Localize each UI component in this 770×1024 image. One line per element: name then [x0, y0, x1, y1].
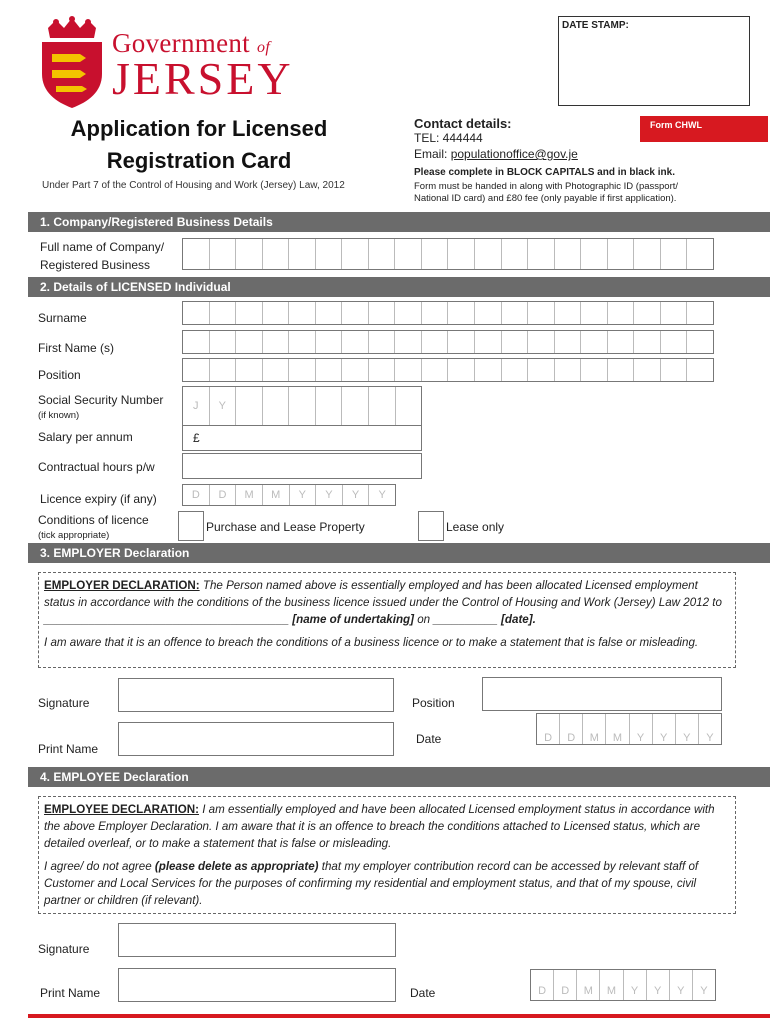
section4-heading: 4. EMPLOYEE Declaration [28, 767, 770, 787]
salary-label: Salary per annum [38, 430, 133, 444]
employee-print-name-label: Print Name [40, 986, 101, 1000]
first-name-label: First Name (s) [38, 341, 114, 355]
lease-only-checkbox[interactable] [418, 511, 444, 541]
surname-input[interactable] [182, 301, 714, 325]
section1-heading: 1. Company/Registered Business Details [28, 212, 770, 232]
lease-only-label: Lease only [446, 520, 505, 534]
company-label-1: Full name of Company/ [40, 240, 165, 254]
employer-signature-label: Signature [38, 696, 90, 710]
company-label-2: Registered Business [40, 258, 151, 272]
hours-label: Contractual hours p/w [38, 460, 155, 474]
date-stamp-box: DATE STAMP: [558, 16, 750, 106]
employer-signature-input[interactable] [118, 678, 394, 712]
position-label: Position [38, 368, 81, 382]
ssn-note: (if known) [38, 410, 80, 421]
email-link[interactable]: populationoffice@gov.je [450, 147, 578, 161]
logo-jersey-text: JERSEY [112, 53, 294, 104]
page-title-line2: Registration Card [106, 148, 292, 173]
instructions-bold: Please complete in BLOCK CAPITALS and in black ink. [414, 167, 675, 178]
hours-input[interactable] [182, 453, 422, 479]
employer-print-name-input[interactable] [118, 722, 394, 756]
contact-email: Email: populationoffice@gov.je [414, 147, 578, 161]
employer-declaration-text: EMPLOYER DECLARATION: The Person named above is essentially employed and has been allocated Licensed employment status in accordance with the conditions of the business licence issued under the Control of Housing and Work (Jersey) Law 2012 to ______________________________________ [name of undertaking] on __________ [date]. I am aware that it is an offence to breach the conditions of a business licence or to make a statement that is false or misleading. [38, 572, 736, 668]
ssn-label: Social Security Number [38, 393, 164, 407]
position-input[interactable] [182, 358, 714, 382]
employee-date-label: Date [410, 986, 436, 1000]
purchase-lease-label: Purchase and Lease Property [206, 520, 365, 534]
employee-signature-input[interactable] [118, 923, 396, 957]
employer-date-label: Date [416, 732, 442, 746]
employer-print-name-label: Print Name [38, 742, 99, 756]
section2-heading: 2. Details of LICENSED Individual [28, 277, 770, 297]
expiry-date-input[interactable]: D D M M Y Y Y Y [182, 484, 396, 506]
expiry-label: Licence expiry (if any) [40, 492, 157, 506]
page-subtitle: Under Part 7 of the Control of Housing and Work (Jersey) Law, 2012 [42, 180, 345, 191]
employee-date-input[interactable]: D D M M Y Y Y Y [530, 969, 716, 1001]
employer-position-input[interactable] [482, 677, 722, 711]
employer-position-label: Position [412, 696, 455, 710]
contact-tel: TEL: 444444 [414, 131, 483, 145]
instructions-line2: National ID card) and £80 fee (only payable if first application). [414, 193, 677, 204]
employee-print-name-input[interactable] [118, 968, 396, 1002]
conditions-label: Conditions of licence [38, 513, 149, 527]
section3-heading: 3. EMPLOYER Declaration [28, 543, 770, 563]
instructions-line1: Form must be handed in along with Photographic ID (passport/ [414, 181, 679, 192]
logo-government-text: Government of [112, 28, 271, 58]
footer-rule [28, 1014, 770, 1018]
jersey-crest-icon [38, 16, 106, 110]
salary-input[interactable] [182, 425, 422, 451]
surname-label: Surname [38, 311, 87, 325]
pound-symbol: £ [193, 431, 200, 445]
ssn-input[interactable]: J Y [182, 386, 422, 426]
contact-heading: Contact details: [414, 116, 512, 131]
conditions-note: (tick appropriate) [38, 530, 110, 541]
first-name-input[interactable] [182, 330, 714, 354]
company-name-input[interactable] [182, 238, 714, 270]
employee-signature-label: Signature [38, 942, 90, 956]
form-code-badge: Form CHWL [640, 116, 768, 142]
employer-date-input[interactable]: D D M M Y Y Y Y [536, 713, 722, 745]
page-title-line1: Application for Licensed [70, 116, 328, 141]
purchase-lease-checkbox[interactable] [178, 511, 204, 541]
employee-declaration-text: EMPLOYEE DECLARATION: I am essentially employed and have been allocated Licensed employment status in accordance with the above Employer Declaration. I am aware that it is an offence to breach the conditions attached to Licensed status, which are detailed overleaf, or to make a statement that is false or misleading. I agree/ do not agree (please delete as appropriate) that my employer contribution record can be accessed by relevant staff of Customer and Local Services for the purposes of confirming my residential and employment status, and that of my spouse, civil partner or children (if relevant). [38, 796, 736, 914]
